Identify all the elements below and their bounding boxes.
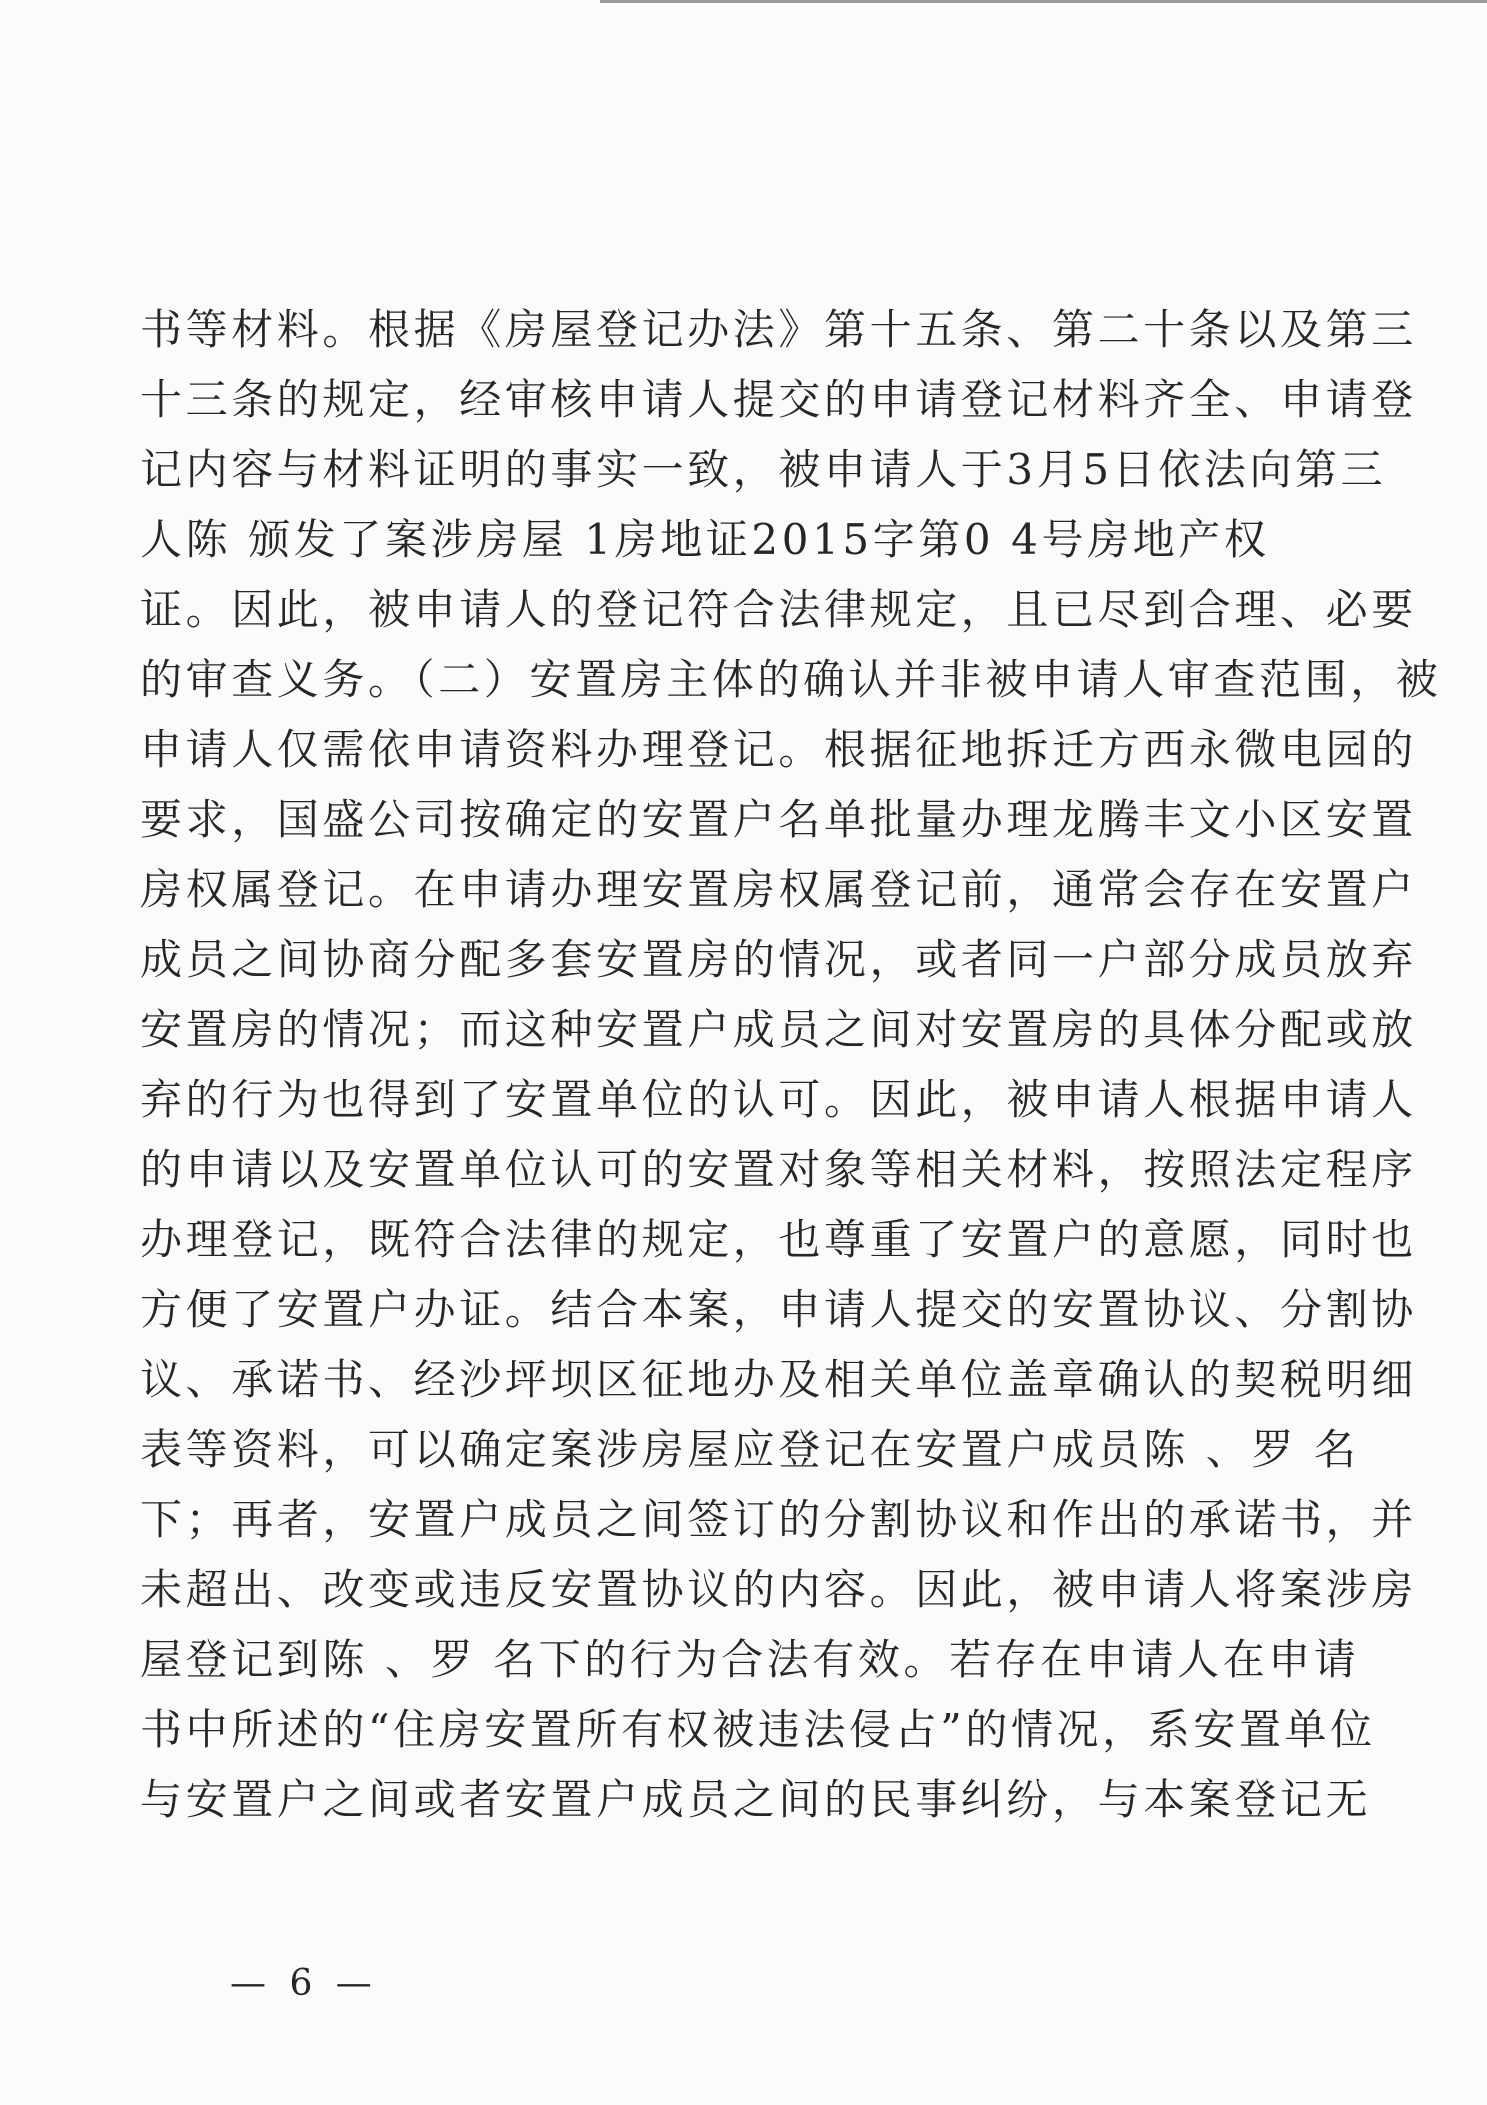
- text-line: 议、承诺书、经沙坪坝区征地办及相关单位盖章确认的契税明细: [140, 1355, 1417, 1404]
- text-line: 要求，国盛公司按确定的安置户名单批量办理龙腾丰文小区安置: [140, 795, 1417, 844]
- text-line: 成员之间协商分配多套安置房的情况，或者同一户部分成员放弃: [140, 935, 1417, 984]
- text-line: 申请人仅需依申请资料办理登记。根据征地拆迁方西永微电园的: [140, 725, 1417, 774]
- text-line: 房权属登记。在申请办理安置房权属登记前，通常会存在安置户: [140, 865, 1417, 914]
- text-line: 记内容与材料证明的事实一致，被申请人于3月5日依法向第三: [140, 445, 1387, 494]
- text-line: 表等资料，可以确定案涉房屋应登记在安置户成员陈 、罗 名: [140, 1425, 1360, 1474]
- text-line: 安置房的情况；而这种安置户成员之间对安置房的具体分配或放: [140, 1005, 1417, 1054]
- text-line: 屋登记到陈 、罗 名下的行为合法有效。若存在申请人在申请: [140, 1635, 1360, 1684]
- text-line: 人陈 颁发了案涉房屋 1房地证2015字第0 4号房地产权: [140, 515, 1270, 564]
- text-line: 下；再者，安置户成员之间签订的分割协议和作出的承诺书，并: [140, 1495, 1417, 1544]
- text-line: 弃的行为也得到了安置单位的认可。因此，被申请人根据申请人: [140, 1075, 1417, 1124]
- text-line: 的审查义务。（二）安置房主体的确认并非被申请人审查范围，被: [140, 655, 1442, 704]
- text-line: 的申请以及安置单位认可的安置对象等相关材料，按照法定程序: [140, 1145, 1417, 1194]
- text-line: 十三条的规定，经审核申请人提交的申请登记材料齐全、申请登: [140, 375, 1417, 424]
- text-line: 办理登记，既符合法律的规定，也尊重了安置户的意愿，同时也: [140, 1215, 1417, 1264]
- text-line: 书等材料。根据《房屋登记办法》第十五条、第二十条以及第三: [140, 305, 1417, 354]
- text-line: 方便了安置户办证。结合本案，申请人提交的安置协议、分割协: [140, 1285, 1417, 1334]
- text-line: 未超出、改变或违反安置协议的内容。因此，被申请人将案涉房: [140, 1565, 1417, 1614]
- page-number: — 6 —: [230, 1963, 378, 2004]
- text-line: 与安置户之间或者安置户成员之间的民事纠纷，与本案登记无: [140, 1775, 1372, 1824]
- text-line: 书中所述的“住房安置所有权被违法侵占”的情况，系安置单位: [140, 1705, 1376, 1754]
- text-line: 证。因此，被申请人的登记符合法律规定，且已尽到合理、必要: [140, 585, 1417, 634]
